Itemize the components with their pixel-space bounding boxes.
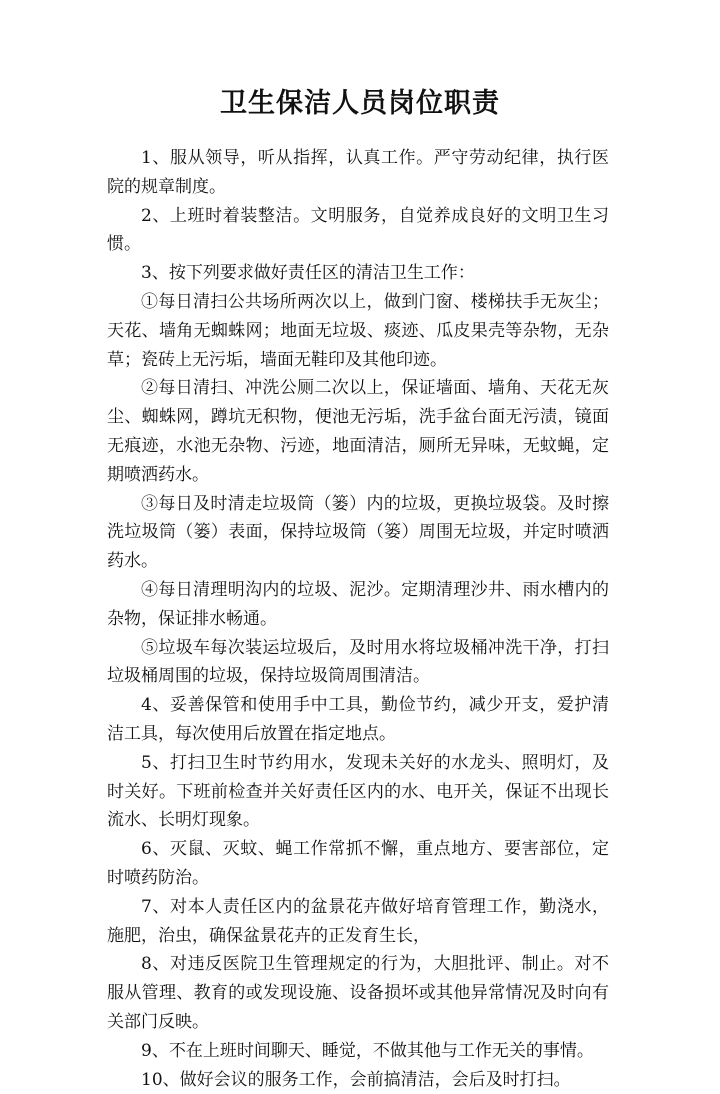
paragraph-3-item-4: ④每日清理明沟内的垃圾、泥沙。定期清理沙井、雨水槽内的杂物，保证排水畅通。 bbox=[107, 576, 609, 634]
paragraph-10: 10、做好会议的服务工作，会前搞清洁，会后及时打扫。 bbox=[107, 1066, 609, 1094]
paragraph-1: 1、服从领导，听从指挥，认真工作。严守劳动纪律，执行医院的规章制度。 bbox=[107, 144, 609, 202]
paragraph-7: 7、对本人责任区内的盆景花卉做好培育管理工作，勤浇水，施肥，治虫，确保盆景花卉的正发育生长， bbox=[107, 893, 609, 951]
paragraph-2: 2、上班时着装整洁。文明服务，自觉养成良好的文明卫生习惯。 bbox=[107, 202, 609, 260]
paragraph-3-item-3: ③每日及时清走垃圾筒（篓）内的垃圾，更换垃圾袋。及时擦洗垃圾筒（篓）表面，保持垃圾筒（篓）周围无垃圾，并定时喷洒药水。 bbox=[107, 490, 609, 576]
paragraph-3: 3、按下列要求做好责任区的清洁卫生工作： bbox=[107, 259, 609, 288]
paragraph-5: 5、打扫卫生时节约用水，发现未关好的水龙头、照明灯，及时关好。下班前检查并关好责任区内的水、电开关，保证不出现长流水、长明灯现象。 bbox=[107, 749, 609, 835]
paragraph-3-item-2: ②每日清扫、冲洗公厕二次以上，保证墙面、墙角、天花无灰尘、蜘蛛网，蹲坑无积物，便池无污垢，洗手盆台面无污渍，镜面无痕迹，水池无杂物、污迹，地面清洁，厕所无异味，无蚊蝇，定期喷洒药水。 bbox=[107, 374, 609, 489]
paragraph-4: 4、妥善保管和使用手中工具，勤俭节约，减少开支，爱护清洁工具，每次使用后放置在指定地点。 bbox=[107, 691, 609, 749]
document-body bbox=[107, 144, 609, 1094]
document-title: 卫生保洁人员岗位职责 bbox=[0, 84, 720, 124]
paragraph-9: 9、不在上班时间聊天、睡觉，不做其他与工作无关的事情。 bbox=[107, 1037, 609, 1066]
paragraph-3-item-1: ①每日清扫公共场所两次以上，做到门窗、楼梯扶手无灰尘；天花、墙角无蜘蛛网；地面无垃圾、痰迹、瓜皮果壳等杂物，无杂草；瓷砖上无污垢，墙面无鞋印及其他印迹。 bbox=[107, 288, 609, 374]
paragraph-3-item-5: ⑤垃圾车每次装运垃圾后，及时用水将垃圾桶冲洗干净，打扫垃圾桶周围的垃圾，保持垃圾筒周围清洁。 bbox=[107, 634, 609, 692]
paragraph-8: 8、对违反医院卫生管理规定的行为，大胆批评、制止。对不服从管理、教育的或发现设施、设备损坏或其他异常情况及时向有关部门反映。 bbox=[107, 950, 609, 1036]
paragraph-6: 6、灭鼠、灭蚊、蝇工作常抓不懈，重点地方、要害部位，定时喷药防治。 bbox=[107, 835, 609, 893]
